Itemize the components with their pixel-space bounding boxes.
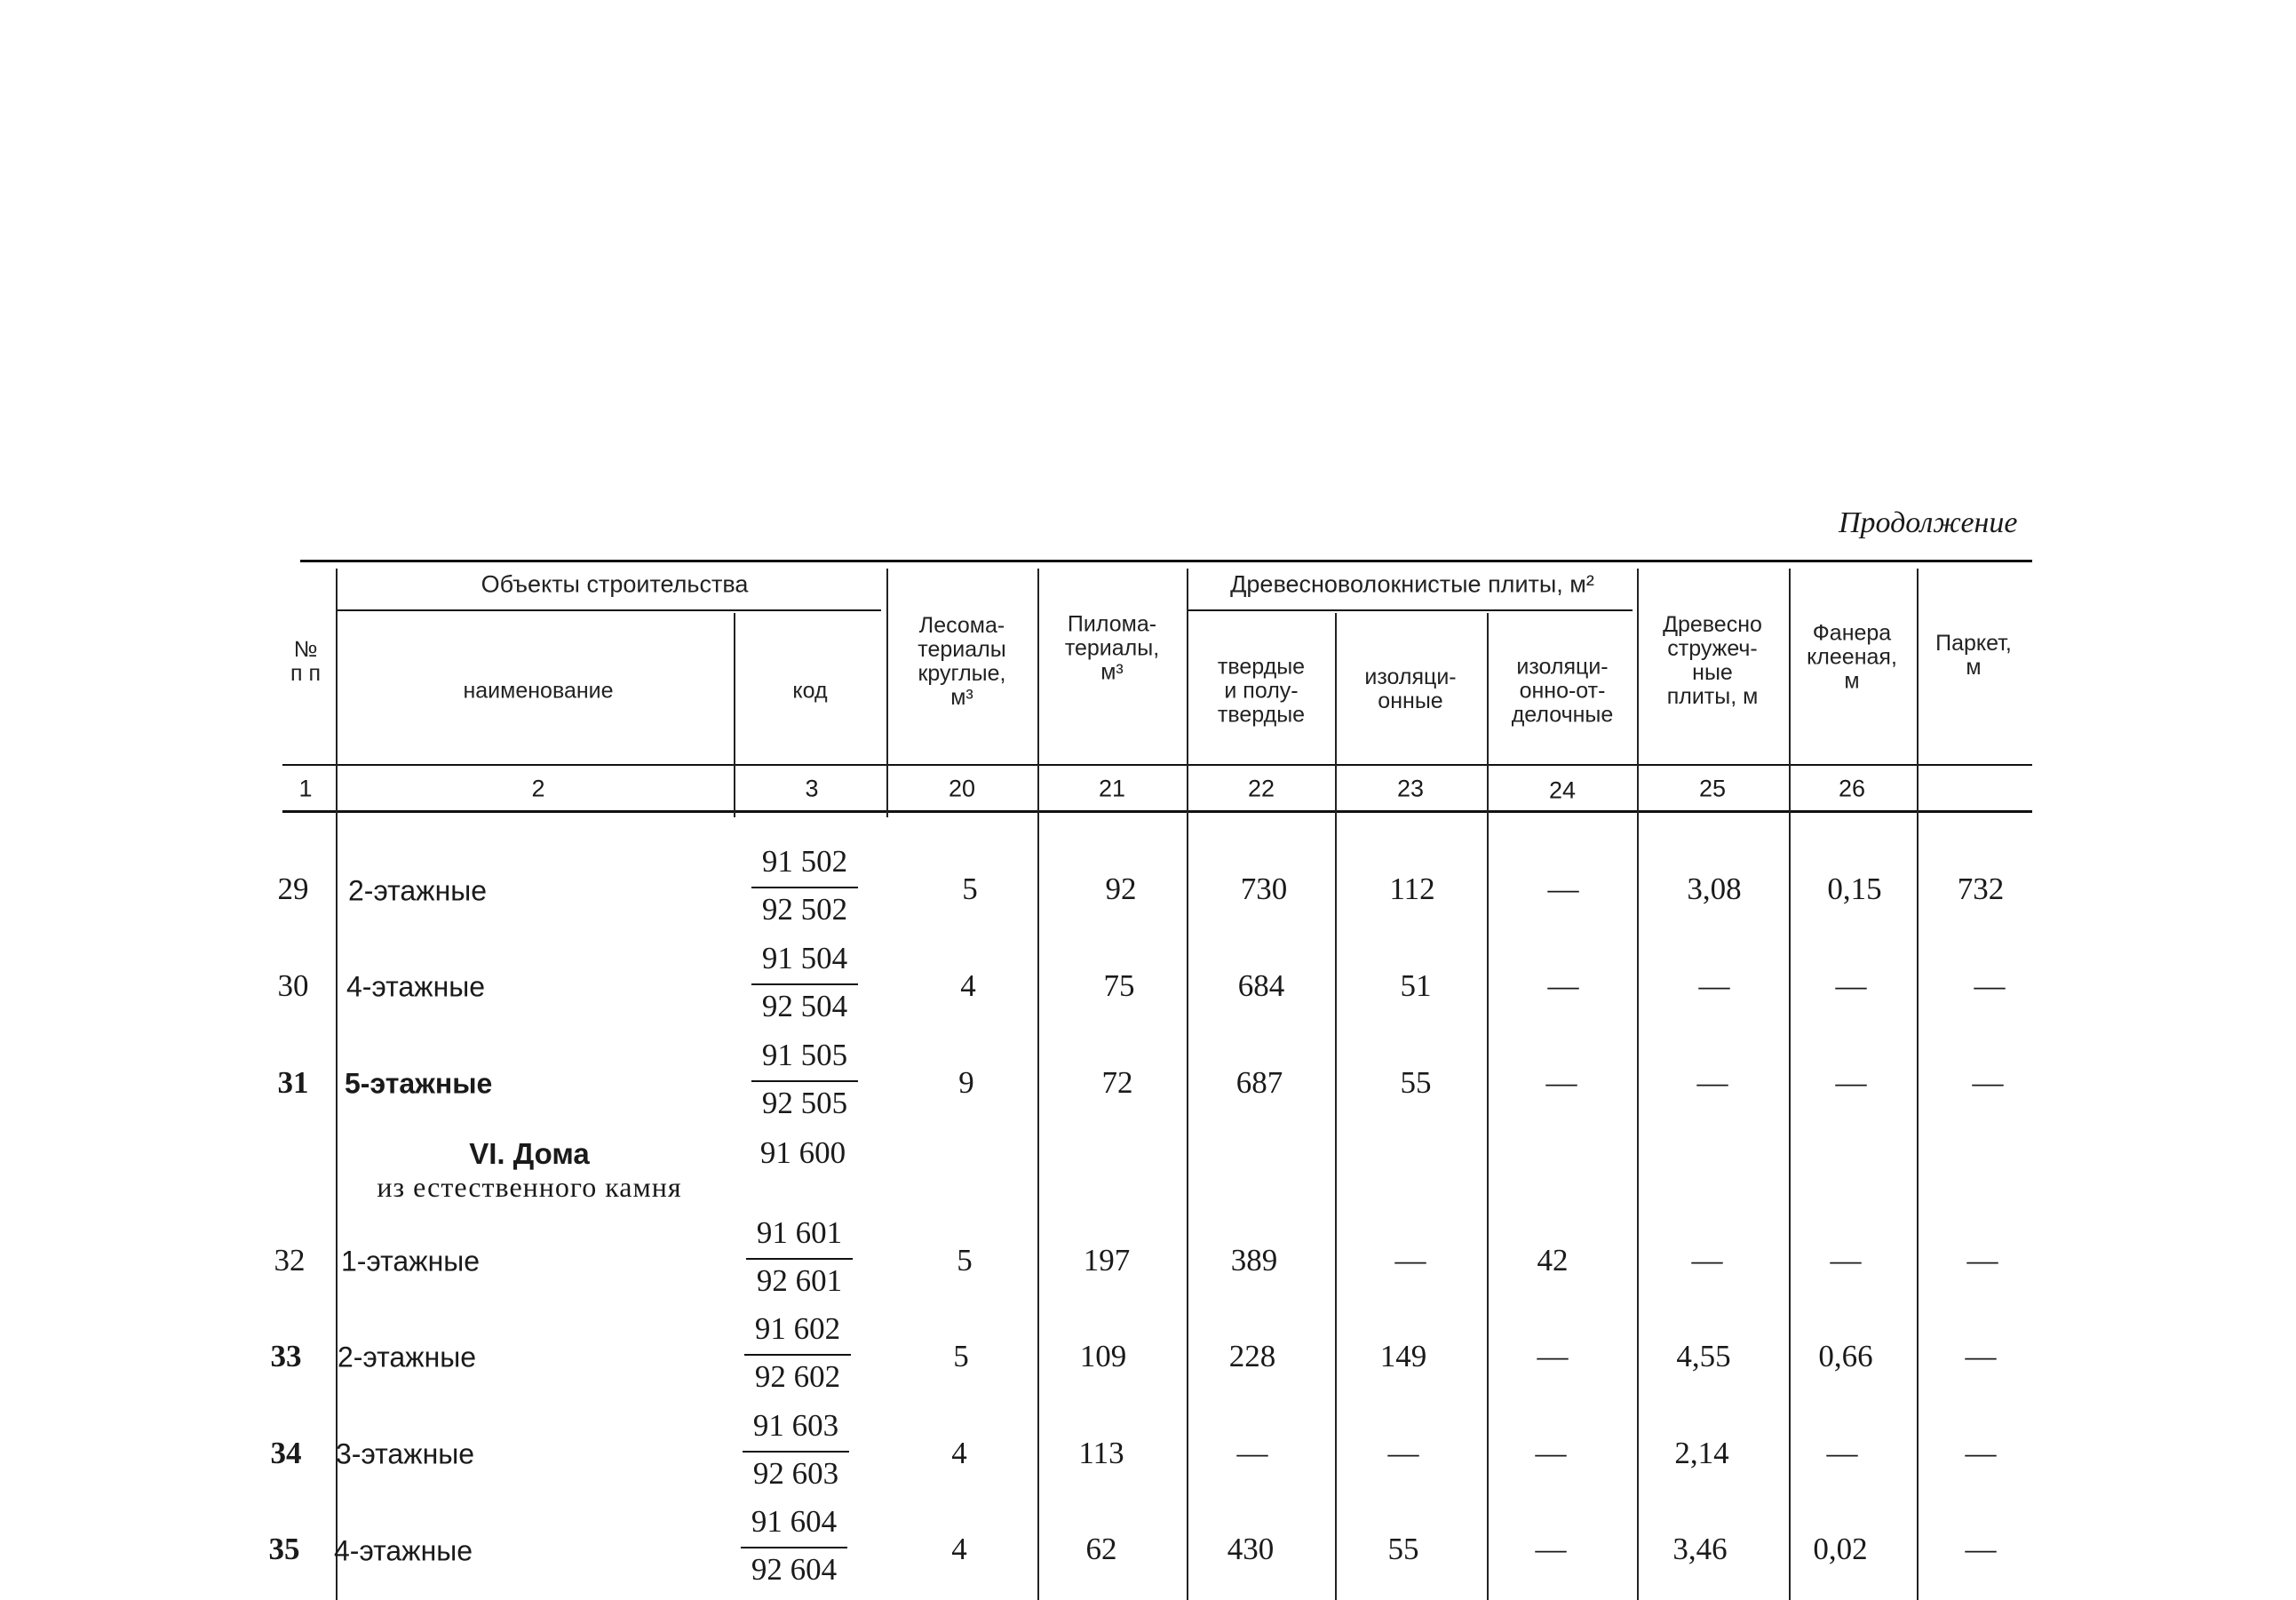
plywood-value: —: [1835, 968, 1867, 1003]
header-name: наименование: [463, 678, 614, 704]
header-hard: твердые и полу- твердые: [1217, 654, 1306, 728]
parquet-value: 732: [1957, 872, 2005, 906]
row-number: 30: [277, 968, 309, 1003]
plywood-value: —: [1830, 1243, 1862, 1278]
parquet-value: —: [1974, 968, 2006, 1003]
col-number: 24: [1548, 776, 1577, 804]
code-bottom: 92 604: [751, 1552, 838, 1587]
col-rule: [886, 569, 888, 817]
insul-finish-board-value: —: [1535, 1532, 1567, 1566]
code-bottom: 92 603: [752, 1456, 839, 1491]
code-divider: [751, 887, 858, 888]
code-top: 91 502: [761, 844, 848, 879]
code-top: 91 603: [752, 1408, 839, 1443]
particle-board-value: 2,14: [1674, 1436, 1729, 1470]
row-name: 4-этажные: [334, 1534, 473, 1567]
hard-board-value: 730: [1240, 872, 1288, 906]
round-timber-value: 4: [951, 1436, 967, 1470]
hard-board-value: 687: [1235, 1065, 1283, 1100]
particle-board-value: —: [1698, 968, 1730, 1003]
insul-finish-board-value: —: [1547, 872, 1579, 906]
header-code: код: [792, 678, 828, 704]
header-fibreboard-group: Древесноволокнистые плиты, м²: [1230, 570, 1594, 598]
particle-board-value: —: [1696, 1065, 1728, 1100]
insulating-board-value: 55: [1400, 1065, 1432, 1100]
objects-group-rule: [338, 609, 881, 611]
hard-board-value: 389: [1230, 1243, 1278, 1278]
round-timber-value: 5: [957, 1243, 973, 1278]
insulating-board-value: —: [1394, 1243, 1426, 1278]
code-divider: [741, 1547, 847, 1548]
plywood-value: 0,15: [1827, 872, 1882, 906]
row-name: 2-этажные: [348, 874, 488, 907]
header-plywood: Фанера клееная, м: [1807, 620, 1897, 694]
code-divider: [751, 983, 858, 985]
code-bottom: 92 505: [761, 1086, 848, 1120]
row-name: 1-этажные: [341, 1245, 481, 1278]
header-bottom-rule: [282, 764, 2032, 766]
row-name: 4-этажные: [346, 970, 486, 1003]
hard-board-value: 430: [1227, 1532, 1275, 1566]
sawn-timber-value: 109: [1079, 1339, 1127, 1373]
round-timber-value: 5: [953, 1339, 969, 1373]
row-name: 2-этажные: [338, 1341, 477, 1373]
parquet-value: —: [1966, 1243, 1998, 1278]
col-number: 20: [948, 775, 976, 802]
insulating-board-value: 55: [1387, 1532, 1419, 1566]
sawn-timber-value: 197: [1083, 1243, 1131, 1278]
round-timber-value: 5: [962, 872, 978, 906]
col-rule: [1487, 613, 1489, 1600]
parquet-value: —: [1965, 1532, 1997, 1566]
col-number: 26: [1838, 775, 1866, 802]
code-top: 91 505: [761, 1038, 848, 1072]
insul-finish-board-value: —: [1545, 1065, 1577, 1100]
sawn-timber-value: 113: [1078, 1436, 1124, 1470]
col-rule: [1789, 569, 1791, 1600]
plywood-value: 0,02: [1813, 1532, 1868, 1566]
code-top: 91 604: [751, 1504, 838, 1539]
sawn-timber-value: 75: [1103, 968, 1135, 1003]
col-rule: [1187, 569, 1188, 1600]
parquet-value: —: [1965, 1339, 1997, 1373]
hard-board-value: 228: [1228, 1339, 1276, 1373]
section-subtitle: из естественного камня: [377, 1171, 682, 1203]
col-rule: [1637, 569, 1639, 1600]
row-number: 33: [270, 1339, 302, 1373]
header-parquet: Паркет, м: [1935, 631, 2012, 680]
insulating-board-value: 51: [1400, 968, 1432, 1003]
header-no: № п п: [290, 637, 322, 686]
code-top: 91 601: [756, 1215, 843, 1250]
round-timber-value: 4: [951, 1532, 967, 1566]
insul-finish-board-value: —: [1547, 968, 1579, 1003]
code-bottom: 92 602: [754, 1359, 841, 1394]
row-number: 32: [274, 1243, 306, 1278]
insulating-board-value: 149: [1379, 1339, 1427, 1373]
col-number: 23: [1396, 775, 1425, 802]
row-name: 5-этажные: [345, 1067, 493, 1100]
insulating-board-value: 112: [1389, 872, 1435, 906]
col-rule: [734, 613, 735, 817]
code-divider: [751, 1080, 858, 1082]
col-number: 21: [1098, 775, 1126, 802]
insul-finish-board-value: 42: [1537, 1243, 1569, 1278]
row-number: 34: [270, 1436, 302, 1470]
col-rule: [1037, 569, 1039, 1600]
section-title: VI. Дома: [469, 1137, 590, 1170]
plywood-value: —: [1835, 1065, 1867, 1100]
row-number: 29: [277, 872, 309, 906]
round-timber-value: 4: [960, 968, 976, 1003]
insul-finish-board-value: —: [1537, 1339, 1569, 1373]
header-sawn-timber: Пиломa- териалы, м³: [1064, 611, 1160, 685]
particle-board-value: 4,55: [1676, 1339, 1731, 1373]
col-number: 22: [1247, 775, 1275, 802]
code-top: 91 504: [761, 941, 848, 975]
sawn-timber-value: 62: [1085, 1532, 1117, 1566]
col-number: 1: [298, 775, 313, 802]
code-divider: [744, 1354, 851, 1356]
col-number: 2: [531, 775, 545, 802]
header-round-timber: Лесома- териалы круглые, м³: [918, 613, 1006, 710]
table-top-rule: [300, 560, 2032, 562]
hard-board-value: 684: [1237, 968, 1285, 1003]
particle-board-value: 3,46: [1672, 1532, 1728, 1566]
section-title-block: [377, 1137, 681, 1204]
hard-board-value: —: [1236, 1436, 1268, 1470]
section-code: 91 600: [759, 1135, 846, 1170]
plywood-value: —: [1826, 1436, 1858, 1470]
particle-board-value: —: [1691, 1243, 1723, 1278]
plywood-value: 0,66: [1818, 1339, 1873, 1373]
code-divider: [743, 1451, 849, 1453]
col-rule: [1335, 613, 1337, 1600]
col-numbers-bottom-rule: [282, 810, 2032, 813]
fibreboard-group-rule: [1188, 609, 1633, 611]
col-rule: [1917, 569, 1919, 1600]
col-number: 25: [1698, 775, 1727, 802]
insul-finish-board-value: —: [1535, 1436, 1567, 1470]
parquet-value: —: [1972, 1065, 2004, 1100]
sawn-timber-value: 72: [1101, 1065, 1133, 1100]
continuation-label: Продолжение: [1839, 506, 2018, 539]
row-number: 35: [268, 1532, 300, 1566]
code-divider: [746, 1258, 853, 1260]
header-objects-group: Объекты строительства: [481, 570, 749, 598]
parquet-value: —: [1965, 1436, 1997, 1470]
insulating-board-value: —: [1387, 1436, 1419, 1470]
header-insulating: изоляци- онные: [1364, 665, 1457, 713]
col-number: 3: [805, 775, 819, 802]
sawn-timber-value: 92: [1105, 872, 1137, 906]
header-insul-finish: изоляци- онно-от- делочные: [1511, 654, 1614, 728]
code-bottom: 92 502: [761, 892, 848, 927]
code-bottom: 92 601: [756, 1263, 843, 1298]
header-particle: Древесно стружеч- ные плиты, м: [1663, 612, 1762, 709]
particle-board-value: 3,08: [1687, 872, 1742, 906]
code-top: 91 602: [754, 1311, 841, 1346]
code-bottom: 92 504: [761, 989, 848, 1023]
round-timber-value: 9: [958, 1065, 974, 1100]
row-number: 31: [277, 1065, 309, 1100]
row-name: 3-этажные: [336, 1437, 475, 1470]
